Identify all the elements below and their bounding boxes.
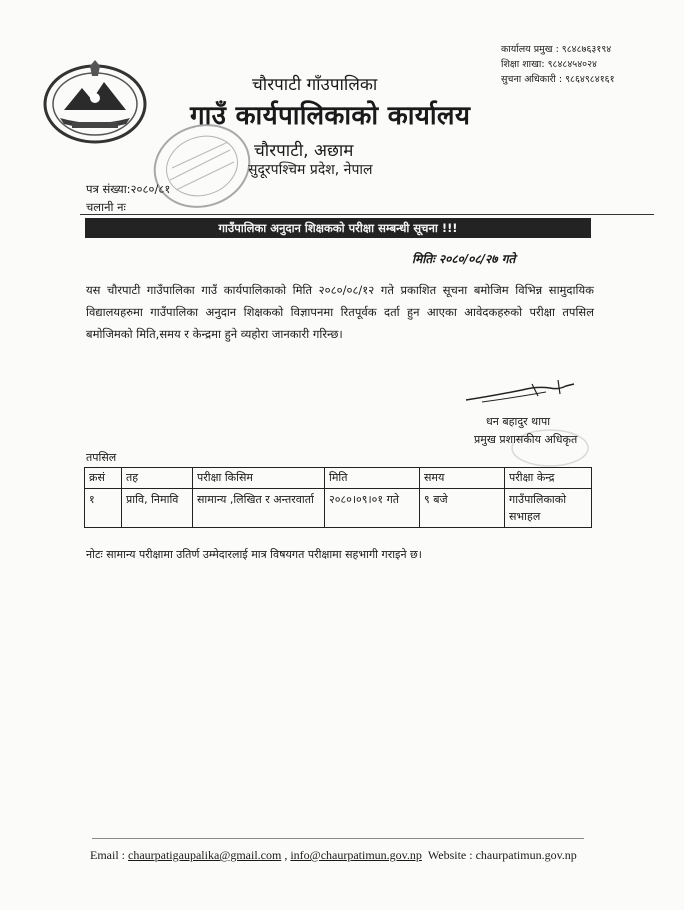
footer-contact	[90, 848, 577, 863]
notice-note: नोटः सामान्य परीक्षामा उतिर्ण उम्मेदारलाई मात्र विषयगत परीक्षामा सहभागी गराइने छ।	[86, 548, 422, 561]
header-divider	[80, 214, 654, 215]
subject-text: गाउँपालिका अनुदान शिक्षकको परीक्षा सम्बन्धी सूचना !!!	[218, 220, 458, 235]
col-header-exam-center: परीक्षा केन्द्र	[505, 468, 592, 489]
footer-website-link[interactable]: chaurpatimun.gov.np	[475, 848, 577, 862]
col-header-date: मिति	[325, 468, 420, 489]
office-stamp-icon	[150, 120, 255, 212]
contact-office-chief: कार्यालय प्रमुख : ९८४८७६३१९४	[501, 44, 612, 55]
cell-time: ९ बजे	[420, 489, 505, 528]
footer-email-link-1[interactable]: chaurpatigaupalika@gmail.com	[128, 848, 282, 862]
office-place: चौरपाटी, अछाम	[254, 141, 354, 161]
cell-exam-type: सामान्य ,लिखित र अन्तरवार्ता	[193, 489, 325, 528]
footer-divider	[92, 838, 584, 839]
col-header-time: समय	[420, 468, 505, 489]
cell-exam-center: गाउँपालिकाको सभाहल	[505, 489, 592, 528]
notice-date: मितिः २०८०/०८/२७ गते	[412, 252, 516, 266]
contact-information-officer: सुचना अधिकारी : ९८६४९८४१६१	[501, 74, 615, 85]
col-header-level: तह	[122, 468, 193, 489]
footer-website-label: Website :	[427, 848, 473, 862]
cell-serial: १	[85, 489, 122, 528]
signatory-title: प्रमुख प्रशासकीय अधिकृत	[474, 433, 578, 446]
footer-email-label: Email :	[90, 848, 125, 862]
signatory-name: धन बहादुर थापा	[486, 415, 551, 428]
dispatch-number: चलानी नः	[86, 200, 126, 214]
office-title: गाउँ कार्यपालिकाको कार्यालय	[190, 101, 471, 131]
footer-separator: ,	[284, 848, 288, 862]
signature-icon	[462, 378, 582, 408]
cell-date: २०८०।०९।०१ गते	[325, 489, 420, 528]
nepal-emblem-icon	[42, 58, 148, 144]
cell-level: प्रावि, निमावि	[122, 489, 193, 528]
col-header-exam-type: परीक्षा किसिम	[193, 468, 325, 489]
letter-reference-number: पत्र संख्या:२०८०/८१	[86, 182, 171, 196]
municipality-name: चौरपाटी गाँउपालिका	[252, 75, 378, 95]
subject-banner	[85, 218, 591, 238]
exam-schedule-table	[84, 467, 592, 528]
footer-email-link-2[interactable]: info@chaurpatimun.gov.np	[290, 848, 422, 862]
office-province: सुदूरपश्चिम प्रदेश, नेपाल	[248, 162, 373, 178]
schedule-label: तपसिल	[86, 451, 117, 464]
contact-list	[501, 42, 615, 87]
table-header-row	[85, 468, 592, 489]
col-header-serial: क्रसं	[85, 468, 122, 489]
contact-education-section: शिक्षा शाखा: ९८४८४५४०२४	[501, 59, 597, 70]
table-row	[85, 489, 592, 528]
notice-body: यस चौरपाटी गाउँपालिका गाउँ कार्यपालिकाको मिति २०८०/०८/१२ गते प्रकाशित सूचना बमोजिम विभिन्न सामुदायिक विद्यालयहरुमा गाउँपालिका अनुदान शिक्षकको विज्ञापनमा रितपूर्वक दर्ता हुन आएका आवेदकहरुको परीक्षा तपसिल बमोजिमको मिति,समय र केन्द्रमा हुने व्यहोरा जानकारी गरिन्छ।	[86, 283, 594, 341]
